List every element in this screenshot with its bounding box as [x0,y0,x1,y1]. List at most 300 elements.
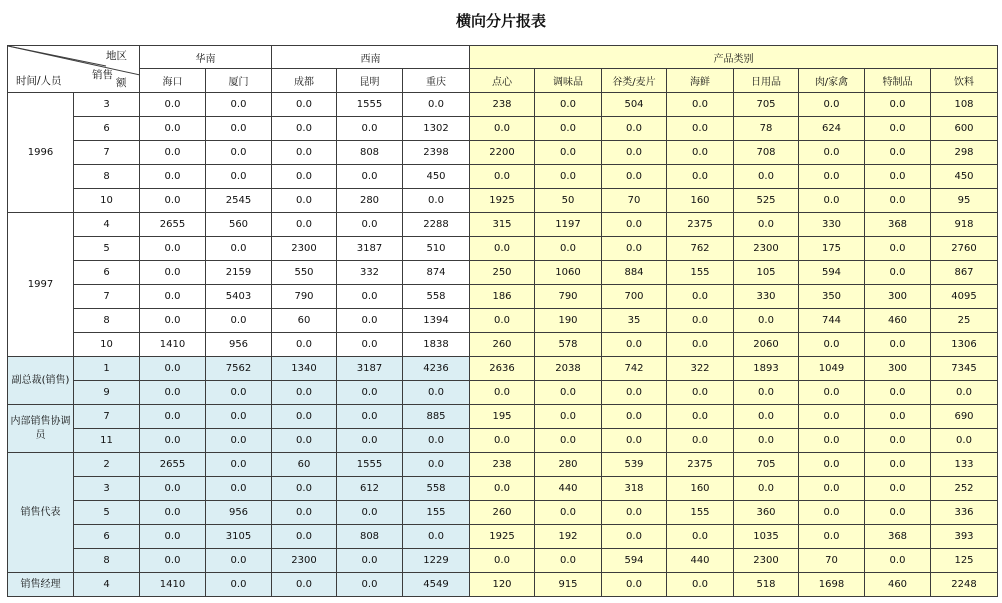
value-cell: 1555 [337,453,403,477]
table-row [8,285,998,309]
value-cell: 0.0 [206,141,272,165]
value-cell: 460 [865,309,931,333]
value-cell: 0.0 [272,213,337,237]
value-cell: 260 [470,501,535,525]
row-key-cell: 11 [74,429,140,453]
value-cell: 0.0 [865,333,931,357]
value-cell: 0.0 [667,117,734,141]
value-cell: 2655 [140,453,206,477]
table-row [8,357,998,381]
row-group-label: 1996 [8,93,74,213]
value-cell: 525 [734,189,799,213]
row-key-cell: 7 [74,141,140,165]
value-cell: 2248 [931,573,998,597]
table-row [8,549,998,573]
category-header: 特制品 [865,69,931,93]
table-row [8,213,998,237]
header-row-1 [8,46,998,69]
value-cell: 0.0 [865,237,931,261]
value-cell: 790 [535,285,602,309]
region-header-south-china: 华南 [140,46,272,69]
value-cell: 1394 [403,309,470,333]
value-cell: 0.0 [470,309,535,333]
value-cell: 2636 [470,357,535,381]
corner-area-label: 地区 [106,50,127,62]
value-cell: 705 [734,93,799,117]
value-cell: 160 [667,477,734,501]
value-cell: 133 [931,453,998,477]
value-cell: 0.0 [403,381,470,405]
value-cell: 50 [535,189,602,213]
value-cell: 0.0 [667,573,734,597]
value-cell: 7562 [206,357,272,381]
value-cell: 0.0 [337,165,403,189]
value-cell: 0.0 [734,213,799,237]
value-cell: 0.0 [272,501,337,525]
value-cell: 578 [535,333,602,357]
value-cell: 0.0 [470,477,535,501]
value-cell: 195 [470,405,535,429]
value-cell: 336 [931,501,998,525]
row-key-cell: 6 [74,117,140,141]
table-row [8,141,998,165]
value-cell: 0.0 [272,93,337,117]
value-cell: 298 [931,141,998,165]
category-header: 调味品 [535,69,602,93]
value-cell: 0.0 [403,525,470,549]
category-group-header: 产品类别 [470,46,998,69]
region-header-southwest: 西南 [272,46,470,69]
value-cell: 1410 [140,333,206,357]
row-key-cell: 6 [74,525,140,549]
value-cell: 318 [602,477,667,501]
value-cell: 0.0 [470,429,535,453]
value-cell: 504 [602,93,667,117]
value-cell: 1035 [734,525,799,549]
value-cell: 1410 [140,573,206,597]
value-cell: 0.0 [602,141,667,165]
value-cell: 0.0 [272,429,337,453]
value-cell: 0.0 [931,429,998,453]
table-row [8,189,998,213]
value-cell: 0.0 [337,549,403,573]
value-cell: 0.0 [667,405,734,429]
value-cell: 460 [865,573,931,597]
row-group-label: 内部销售协调员 [8,405,74,453]
value-cell: 0.0 [799,333,865,357]
table-row [8,309,998,333]
value-cell: 0.0 [206,477,272,501]
value-cell: 0.0 [734,165,799,189]
value-cell: 0.0 [206,381,272,405]
value-cell: 2545 [206,189,272,213]
value-cell: 330 [734,285,799,309]
value-cell: 539 [602,453,667,477]
value-cell: 0.0 [535,549,602,573]
value-cell: 867 [931,261,998,285]
value-cell: 105 [734,261,799,285]
value-cell: 0.0 [272,405,337,429]
value-cell: 0.0 [535,429,602,453]
value-cell: 0.0 [140,237,206,261]
city-header: 成都 [272,69,337,93]
value-cell: 3187 [337,237,403,261]
value-cell: 2300 [272,237,337,261]
value-cell: 705 [734,453,799,477]
category-header: 海鲜 [667,69,734,93]
value-cell: 60 [272,309,337,333]
value-cell: 0.0 [865,381,931,405]
value-cell: 0.0 [470,237,535,261]
row-key-cell: 9 [74,381,140,405]
value-cell: 0.0 [865,429,931,453]
value-cell: 2398 [403,141,470,165]
value-cell: 918 [931,213,998,237]
value-cell: 0.0 [140,141,206,165]
value-cell: 5403 [206,285,272,309]
value-cell: 612 [337,477,403,501]
cross-tab-report [7,45,998,597]
value-cell: 368 [865,213,931,237]
value-cell: 0.0 [865,261,931,285]
value-cell: 0.0 [470,381,535,405]
value-cell: 0.0 [140,93,206,117]
value-cell: 2200 [470,141,535,165]
corner-time-person-label: 时间/人员 [16,75,62,87]
value-cell: 252 [931,477,998,501]
value-cell: 60 [272,453,337,477]
value-cell: 0.0 [667,381,734,405]
value-cell: 2300 [734,549,799,573]
value-cell: 0.0 [272,165,337,189]
corner-sales-label: 销售 [92,69,113,81]
value-cell: 125 [931,549,998,573]
value-cell: 0.0 [799,453,865,477]
value-cell: 0.0 [403,453,470,477]
value-cell: 2038 [535,357,602,381]
report-title: 横向分片报表 [455,12,546,30]
value-cell: 2288 [403,213,470,237]
value-cell: 2375 [667,453,734,477]
value-cell: 744 [799,309,865,333]
value-cell: 332 [337,261,403,285]
value-cell: 155 [667,501,734,525]
category-header: 肉/家禽 [799,69,865,93]
value-cell: 0.0 [206,237,272,261]
value-cell: 0.0 [140,525,206,549]
value-cell: 1302 [403,117,470,141]
value-cell: 0.0 [865,189,931,213]
value-cell: 280 [535,453,602,477]
value-cell: 450 [931,165,998,189]
value-cell: 0.0 [734,429,799,453]
value-cell: 762 [667,237,734,261]
value-cell: 0.0 [535,237,602,261]
row-key-cell: 7 [74,405,140,429]
city-header: 重庆 [403,69,470,93]
value-cell: 2159 [206,261,272,285]
value-cell: 0.0 [470,165,535,189]
value-cell: 7345 [931,357,998,381]
value-cell: 0.0 [206,165,272,189]
value-cell: 690 [931,405,998,429]
value-cell: 0.0 [140,309,206,333]
row-key-cell: 2 [74,453,140,477]
table-row [8,333,998,357]
value-cell: 0.0 [734,405,799,429]
value-cell: 300 [865,285,931,309]
value-cell: 238 [470,453,535,477]
value-cell: 3105 [206,525,272,549]
value-cell: 4236 [403,357,470,381]
value-cell: 0.0 [337,381,403,405]
table-row [8,453,998,477]
value-cell: 0.0 [602,429,667,453]
table-row [8,573,998,597]
value-cell: 0.0 [337,501,403,525]
value-cell: 440 [667,549,734,573]
value-cell: 0.0 [272,381,337,405]
table-row [8,237,998,261]
value-cell: 0.0 [140,405,206,429]
value-cell: 0.0 [140,261,206,285]
value-cell: 0.0 [206,453,272,477]
value-cell: 0.0 [470,117,535,141]
value-cell: 0.0 [734,477,799,501]
value-cell: 0.0 [140,549,206,573]
value-cell: 0.0 [403,429,470,453]
table-row [8,165,998,189]
value-cell: 0.0 [535,405,602,429]
value-cell: 0.0 [535,381,602,405]
value-cell: 0.0 [140,285,206,309]
row-key-cell: 5 [74,237,140,261]
value-cell: 915 [535,573,602,597]
table-row [8,501,998,525]
row-group-label: 销售代表 [8,453,74,573]
value-cell: 0.0 [272,573,337,597]
value-cell: 108 [931,93,998,117]
value-cell: 0.0 [865,477,931,501]
value-cell: 0.0 [799,141,865,165]
value-cell: 0.0 [602,237,667,261]
value-cell: 742 [602,357,667,381]
value-cell: 450 [403,165,470,189]
value-cell: 0.0 [799,93,865,117]
value-cell: 0.0 [667,333,734,357]
value-cell: 186 [470,285,535,309]
value-cell: 2375 [667,213,734,237]
value-cell: 0.0 [272,141,337,165]
value-cell: 0.0 [602,333,667,357]
value-cell: 808 [337,141,403,165]
value-cell: 1925 [470,525,535,549]
value-cell: 0.0 [535,93,602,117]
value-cell: 2760 [931,237,998,261]
value-cell: 2300 [272,549,337,573]
value-cell: 2300 [734,237,799,261]
value-cell: 0.0 [602,117,667,141]
value-cell: 0.0 [667,525,734,549]
value-cell: 1306 [931,333,998,357]
table-row [8,525,998,549]
category-header: 谷类/麦片 [602,69,667,93]
value-cell: 0.0 [799,165,865,189]
row-key-cell: 8 [74,165,140,189]
value-cell: 594 [799,261,865,285]
row-group-label: 1997 [8,213,74,357]
value-cell: 0.0 [337,213,403,237]
value-cell: 0.0 [206,117,272,141]
value-cell: 238 [470,93,535,117]
value-cell: 1555 [337,93,403,117]
row-key-cell: 5 [74,501,140,525]
value-cell: 0.0 [865,165,931,189]
value-cell: 600 [931,117,998,141]
row-group-label: 销售经理 [8,573,74,597]
value-cell: 0.0 [799,501,865,525]
row-key-cell: 3 [74,93,140,117]
value-cell: 0.0 [799,405,865,429]
value-cell: 0.0 [865,501,931,525]
value-cell: 0.0 [602,213,667,237]
value-cell: 0.0 [865,93,931,117]
value-cell: 192 [535,525,602,549]
city-header: 厦门 [206,69,272,93]
value-cell: 330 [799,213,865,237]
table-row [8,117,998,141]
corner-amount-label: 额 [116,77,127,89]
value-cell: 0.0 [602,501,667,525]
value-cell: 0.0 [865,453,931,477]
value-cell: 884 [602,261,667,285]
value-cell: 0.0 [602,525,667,549]
value-cell: 558 [403,285,470,309]
value-cell: 0.0 [602,381,667,405]
value-cell: 0.0 [140,165,206,189]
value-cell: 708 [734,141,799,165]
table-row [8,93,998,117]
value-cell: 0.0 [272,333,337,357]
value-cell: 2060 [734,333,799,357]
category-header: 点心 [470,69,535,93]
value-cell: 0.0 [799,477,865,501]
value-cell: 35 [602,309,667,333]
value-cell: 393 [931,525,998,549]
value-cell: 0.0 [734,381,799,405]
value-cell: 1229 [403,549,470,573]
value-cell: 1197 [535,213,602,237]
city-header: 昆明 [337,69,403,93]
row-key-cell: 7 [74,285,140,309]
category-header: 饮料 [931,69,998,93]
row-key-cell: 4 [74,213,140,237]
value-cell: 0.0 [535,117,602,141]
value-cell: 594 [602,549,667,573]
value-cell: 0.0 [337,285,403,309]
value-cell: 0.0 [206,93,272,117]
value-cell: 0.0 [140,381,206,405]
value-cell: 624 [799,117,865,141]
value-cell: 0.0 [206,405,272,429]
value-cell: 885 [403,405,470,429]
row-key-cell: 10 [74,189,140,213]
value-cell: 190 [535,309,602,333]
table-row [8,429,998,453]
value-cell: 0.0 [206,549,272,573]
value-cell: 280 [337,189,403,213]
value-cell: 260 [470,333,535,357]
value-cell: 0.0 [865,141,931,165]
value-cell: 0.0 [206,573,272,597]
row-key-cell: 8 [74,309,140,333]
value-cell: 0.0 [272,117,337,141]
value-cell: 1698 [799,573,865,597]
value-cell: 0.0 [337,309,403,333]
row-group-label: 副总裁(销售) [8,357,74,405]
value-cell: 4095 [931,285,998,309]
value-cell: 808 [337,525,403,549]
header-row-2 [8,69,998,93]
row-key-cell: 8 [74,549,140,573]
value-cell: 70 [602,189,667,213]
value-cell: 0.0 [272,189,337,213]
value-cell: 155 [667,261,734,285]
value-cell: 558 [403,477,470,501]
value-cell: 155 [403,501,470,525]
row-key-cell: 3 [74,477,140,501]
value-cell: 0.0 [337,333,403,357]
value-cell: 360 [734,501,799,525]
value-cell: 1340 [272,357,337,381]
value-cell: 25 [931,309,998,333]
value-cell: 368 [865,525,931,549]
value-cell: 0.0 [140,477,206,501]
value-cell: 0.0 [799,429,865,453]
row-key-cell: 4 [74,573,140,597]
value-cell: 0.0 [602,165,667,189]
value-cell: 0.0 [865,117,931,141]
value-cell: 0.0 [337,117,403,141]
value-cell: 956 [206,501,272,525]
value-cell: 70 [799,549,865,573]
value-cell: 0.0 [140,429,206,453]
value-cell: 250 [470,261,535,285]
value-cell: 300 [865,357,931,381]
value-cell: 315 [470,213,535,237]
value-cell: 78 [734,117,799,141]
value-cell: 4549 [403,573,470,597]
value-cell: 700 [602,285,667,309]
value-cell: 1060 [535,261,602,285]
value-cell: 0.0 [140,117,206,141]
value-cell: 3187 [337,357,403,381]
value-cell: 0.0 [206,429,272,453]
value-cell: 120 [470,573,535,597]
value-cell: 550 [272,261,337,285]
value-cell: 0.0 [470,549,535,573]
value-cell: 0.0 [602,405,667,429]
row-key-cell: 1 [74,357,140,381]
row-key-cell: 6 [74,261,140,285]
value-cell: 0.0 [799,525,865,549]
category-header: 日用品 [734,69,799,93]
value-cell: 1838 [403,333,470,357]
value-cell: 1925 [470,189,535,213]
value-cell: 0.0 [140,501,206,525]
value-cell: 2655 [140,213,206,237]
value-cell: 1049 [799,357,865,381]
